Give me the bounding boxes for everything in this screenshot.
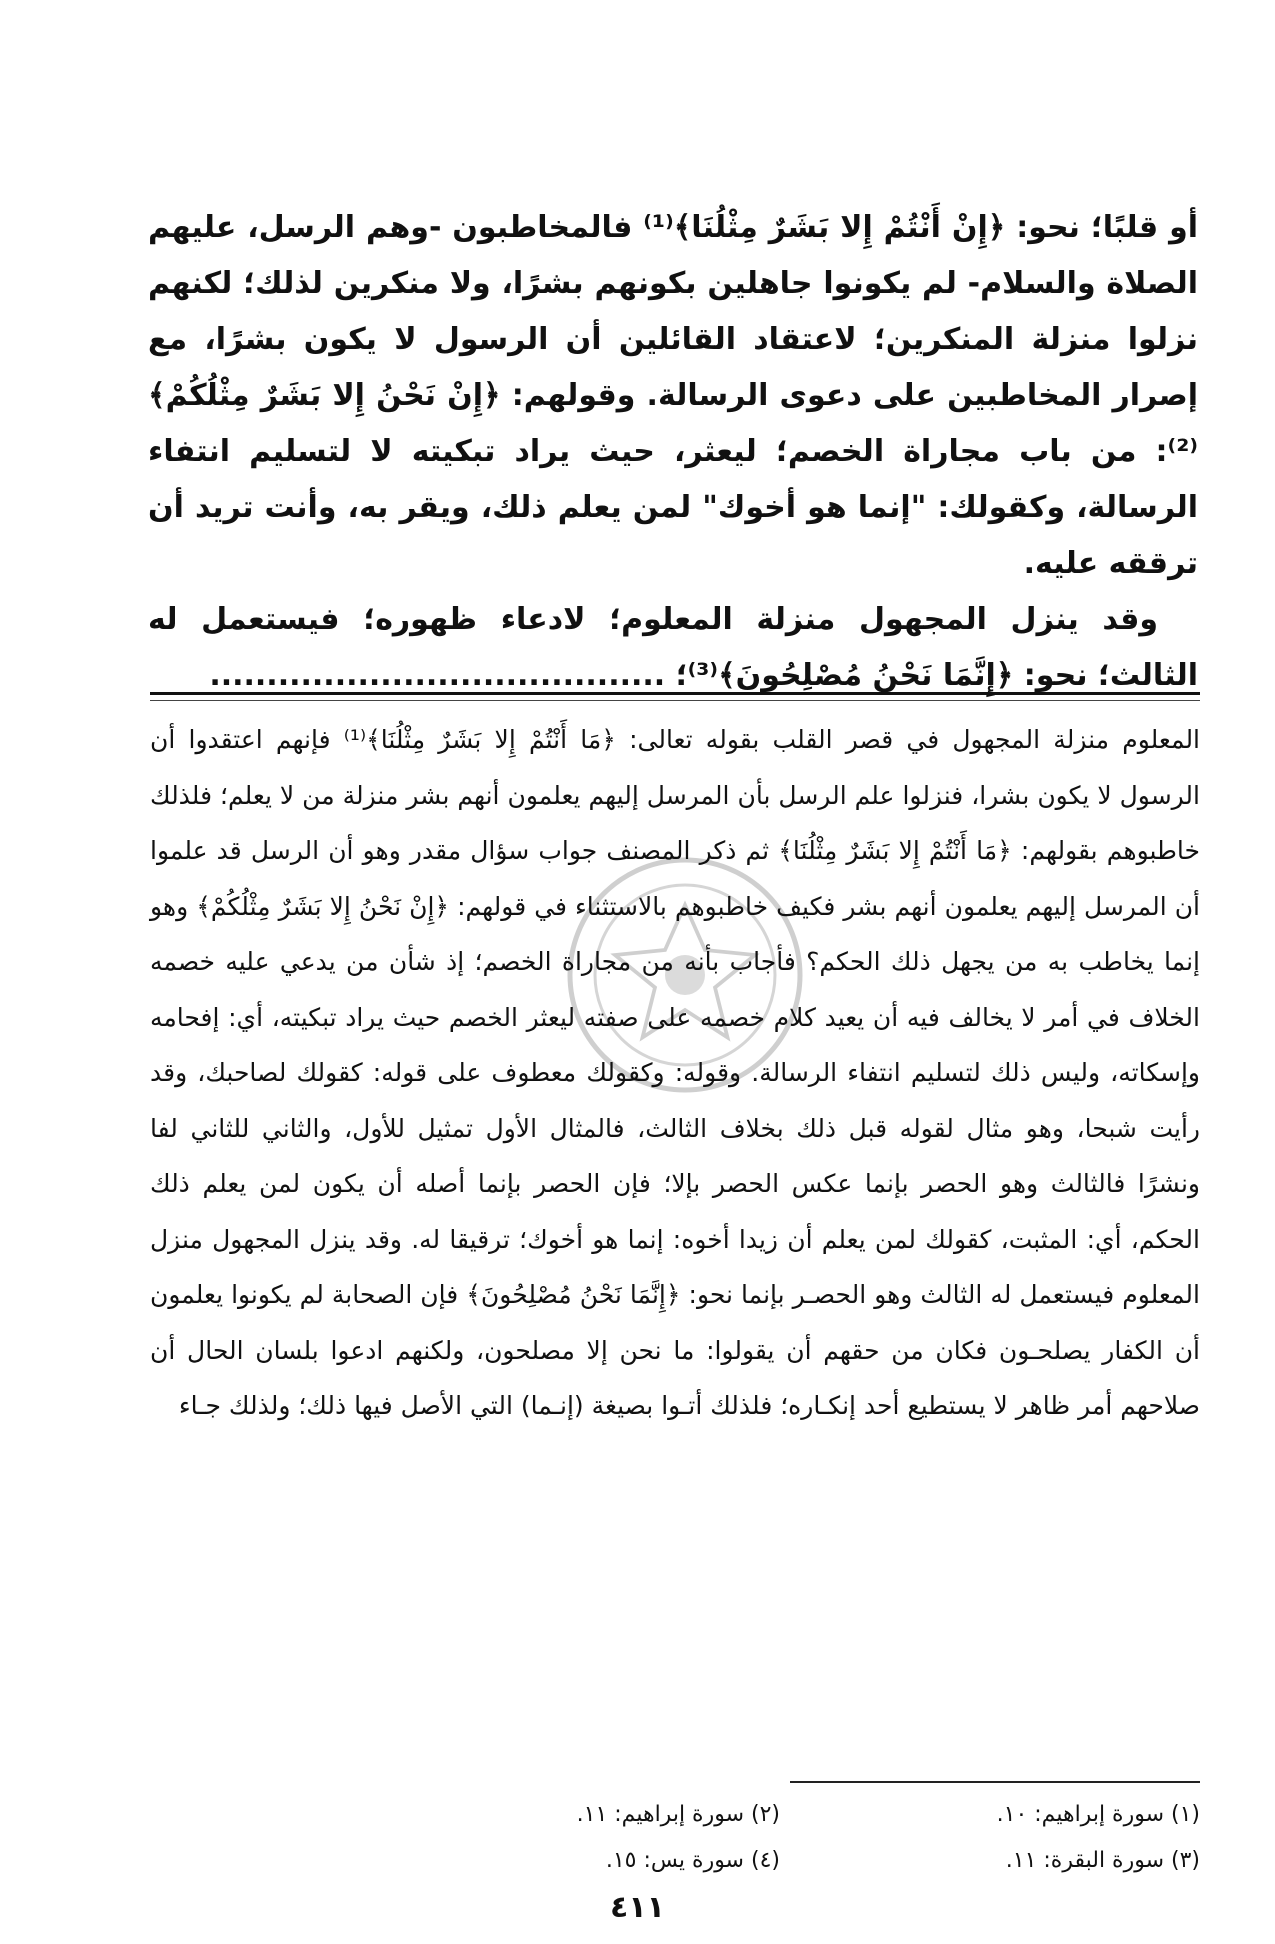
footnote-4: (٤) سورة يس: ١٥. xyxy=(605,1848,780,1873)
footnote-1: (١) سورة إبراهيم: ١٠. xyxy=(996,1802,1200,1827)
main-paragraph-1: أو قلبًا؛ نحو: ﴿إِنْ أَنْتُمْ إِلا بَشَرٌ مِثْلُنَا﴾⁽¹⁾ فالمخاطبون -وهم الرسل، عليهم الصلاة والسلام- لم يكونوا جاهلين بكونهم بشرًا، ولا منكرين لذلك؛ لكنهم نزلوا منزلة المنكرين؛ لاعتقاد القائلين أن الرسول لا يكون بشرًا، مع إصرار المخاطبين على دعوى الرسالة. وقولهم: ﴿إِنْ نَحْنُ إِلا بَشَرٌ مِثْلُكُمْ﴾⁽²⁾: من باب مجاراة الخصم؛ ليعثر، حيث يراد تبكيته لا لتسليم انتفاء الرسالة، وكقولك: "إنما هو أخوك" لمن يعلم ذلك، ويقر به، وأنت تريد أن ترققه عليه. xyxy=(148,210,1199,581)
commentary-text: المعلوم منزلة المجهول في قصر القلب بقوله تعالى: ﴿مَا أَنْتُمْ إِلا بَشَرٌ مِثْلُنَا﴾⁽¹⁾ فإنهم اعتقدوا أن الرسول لا يكون بشرا، فنزلوا علم الرسل بأن المرسل إليهم يعلمون أنهم بشر منزلة من لا يعلم؛ فلذلك خاطبوهم بقولهم: ﴿مَا أَنْتُمْ إِلا بَشَرٌ مِثْلُنَا﴾ ثم ذكر المصنف جواب سؤال مقدر وهو أن الرسل قد علموا أن المرسل إليهم يعلمون أنهم بشر فكيف خاطبوهم بالاستثناء في قولهم: ﴿إِنْ نَحْنُ إِلا بَشَرٌ مِثْلُكُمْ﴾ وهو إنما يخاطب به من يجهل ذلك الحكم؟ فأجاب بأنه من مجاراة الخصم؛ إذ شأن من يدعي عليه خصمه الخلاف في أمر لا يخالف فيه أن يعيد كلام خصمه على صفته ليعثر الخصم حيث يراد تبكيته، أي: إفحامه وإسكاته، وليس ذلك لتسليم انتفاء الرسالة. وقوله: وكقولك معطوف على قوله: كقولك لصاحبك، وقد رأيت شبحا، وهو مثال لقوله قبل ذلك بخلاف الثالث، فالمثال الأول تمثيل للأول، والثاني للثاني لفا ونشرًا فالثالث وهو الحصر بإنما عكس الحصر بإلا؛ فإن الحصر بإنما أصله أن يكون لمن يعلم ذلك الحكم، أي: المثبت، كقولك لمن يعلم أن زيدا أخوه: إنما هو أخوك؛ ترقيقا له. وقد ينزل المجهول منزل المعلوم فيستعمل له الثالث وهو الحصـر بإنما نحو: ﴿إِنَّمَا نَحْنُ مُصْلِحُونَ﴾ فإن الصحابة لم يكونوا يعلمون أن الكفار يصلحـون فكان من حقهم أن يقولوا: ما نحن إلا مصلحون، ولكنهم ادعوا بلسان الحال أن صلاحهم أمر ظاهر لا يستطيع أحد إنكـاره؛ فلذلك أتـوا بصيغة (إنـما) التي الأصل فيها ذلك؛ ولذلك جـاء xyxy=(150,725,1201,1420)
commentary-block xyxy=(150,712,1200,1434)
main-paragraph-2: وقد ينزل المجهول منزلة المعلوم؛ لادعاء ظهوره؛ فيستعمل له الثالث؛ نحو: ﴿إِنَّمَا نَحْنُ مُصْلِحُونَ﴾⁽³⁾؛ ........................................ xyxy=(148,602,1198,693)
footnote-row-1 xyxy=(150,1792,1200,1838)
main-divider-thick xyxy=(150,692,1200,695)
footnote-3: (٣) سورة البقرة: ١١. xyxy=(1005,1848,1200,1873)
page-number: ٤١١ xyxy=(610,1890,665,1925)
footnote-row-2 xyxy=(150,1838,1200,1884)
main-divider-thin xyxy=(150,700,1200,701)
main-text-block xyxy=(148,200,1198,704)
footnotes xyxy=(150,1792,1200,1884)
footnote-divider xyxy=(790,1781,1200,1783)
footnote-2: (٢) سورة إبراهيم: ١١. xyxy=(576,1802,780,1827)
